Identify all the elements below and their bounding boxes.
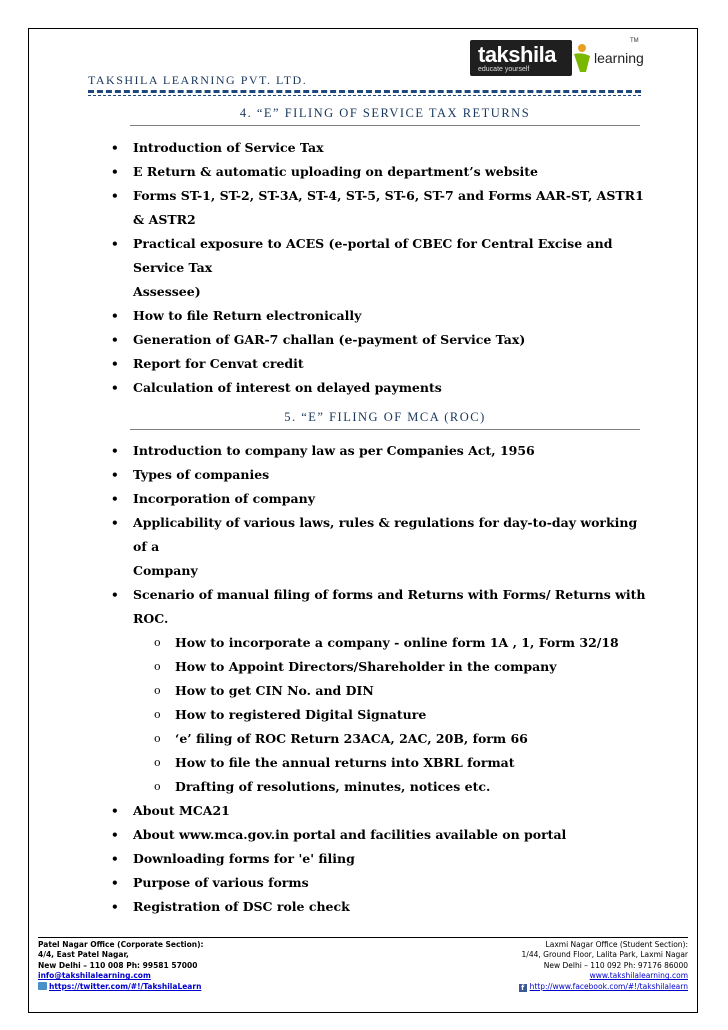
footer-right-line: New Delhi – 110 092 Ph: 97176 86000: [543, 960, 688, 970]
twitter-link[interactable]: https://twitter.com/#!/TakshilaLearn: [49, 981, 202, 991]
logo-figure-icon: [570, 42, 594, 76]
sub-list-item: o ‘e’ filing of ROC Return 23ACA, 2AC, 20B, form 66: [133, 727, 649, 751]
list-item: • Forms ST-1, ST-2, ST-3A, ST-4, ST-5, ST-6, ST-7 and Forms AAR-ST, ASTR1 & ASTR2: [109, 184, 649, 232]
bullet-icon: •: [111, 804, 119, 818]
sub-list-item: o Drafting of resolutions, minutes, notices etc.: [133, 775, 649, 799]
bullet-icon: •: [111, 165, 119, 179]
website-link[interactable]: www.takshilalearning.com: [589, 971, 688, 981]
list-item: • Types of companies: [109, 463, 649, 487]
facebook-icon: f: [519, 984, 527, 992]
list-item: • Applicability of various laws, rules & regulations for day-to-day working of a: [109, 511, 649, 559]
footer-corporate-office: [38, 940, 204, 992]
bullet-icon: •: [111, 189, 119, 203]
logo-tm: TM: [630, 38, 639, 44]
section-title-mca: 5. “E” FILING OF MCA (ROC): [284, 410, 486, 424]
circle-bullet-icon: o: [154, 636, 161, 649]
section-title-service-tax: 4. “E” FILING OF SERVICE TAX RETURNS: [239, 106, 531, 120]
sub-list-item: o How to Appoint Directors/Shareholder in the company: [133, 655, 649, 679]
list-item: • Generation of GAR-7 challan (e-payment of Service Tax): [109, 328, 649, 352]
bullet-icon: •: [111, 357, 119, 371]
list-item: • How to file Return electronically: [109, 304, 649, 328]
footer-right-line: 1/44, Ground Floor, Lalita Park, Laxmi Nagar: [521, 950, 688, 960]
list-item-continuation: Company: [133, 563, 198, 578]
mca-list: [109, 439, 649, 919]
company-name: TAKSHILA LEARNING PVT. LTD.: [88, 73, 308, 87]
bullet-icon: •: [111, 381, 119, 395]
list-item-continuation: Assessee): [133, 284, 201, 299]
bullet-icon: •: [111, 237, 119, 251]
logo-learning: learning: [594, 50, 644, 66]
bullet-icon: •: [111, 141, 119, 155]
list-item: • About www.mca.gov.in portal and facilities available on portal: [109, 823, 649, 847]
footer: [38, 940, 688, 1010]
list-item: • Scenario of manual filing of forms and Returns with Forms/ Returns with ROC. o How to incorporate a company - online form 1A , 1, Form 32/18 o How to Appoint Directors/Shareholder in the company o How to get CIN No. and DIN o How to registered Digital Signature o ‘e’ filing of ROC Return 23ACA, 2AC, 20B, form 66 o How to file the annual returns into XBRL format o Drafting of resolutions, minutes, notices etc.: [109, 583, 649, 799]
list-item: • Purpose of various forms: [109, 871, 649, 895]
footer-rule: [38, 937, 688, 938]
bullet-icon: •: [111, 468, 119, 482]
footer-left-line: New Delhi – 110 008 Ph: 99581 57000: [38, 960, 198, 970]
bullet-icon: •: [111, 876, 119, 890]
logo-word: takshila: [478, 42, 556, 67]
list-item: • Registration of DSC role check: [109, 895, 649, 919]
sub-list-item: o How to registered Digital Signature: [133, 703, 649, 727]
bullet-icon: •: [111, 852, 119, 866]
sub-list-item: o How to incorporate a company - online form 1A , 1, Form 32/18: [133, 631, 649, 655]
list-item: • Introduction of Service Tax: [109, 136, 649, 160]
list-item: • Report for Cenvat credit: [109, 352, 649, 376]
bullet-icon: •: [111, 900, 119, 914]
circle-bullet-icon: o: [154, 708, 161, 721]
bullet-icon: •: [111, 516, 119, 530]
circle-bullet-icon: o: [154, 780, 161, 793]
service-tax-list: [109, 136, 649, 400]
takshila-logo: [470, 40, 645, 80]
bullet-icon: •: [111, 588, 119, 602]
facebook-link[interactable]: http://www.facebook.com/#!/takshilalearn: [529, 981, 688, 991]
footer-student-office: [519, 940, 688, 992]
list-item: • Downloading forms for 'e' filing: [109, 847, 649, 871]
list-item: • E Return & automatic uploading on department’s website: [109, 160, 649, 184]
footer-left-line: 4/4, East Patel Nagar,: [38, 950, 129, 960]
header-rule-thin: [88, 95, 641, 96]
circle-bullet-icon: o: [154, 732, 161, 745]
list-item: • Calculation of interest on delayed payments: [109, 376, 649, 400]
logo-tagline: educate yourself: [478, 66, 530, 73]
sub-list: [133, 631, 649, 799]
twitter-icon: [38, 982, 47, 990]
section-rule: [130, 429, 640, 430]
bullet-icon: •: [111, 492, 119, 506]
logo-box: [470, 40, 572, 76]
sub-list-item: o How to get CIN No. and DIN: [133, 679, 649, 703]
bullet-icon: •: [111, 333, 119, 347]
list-item: • Introduction to company law as per Companies Act, 1956: [109, 439, 649, 463]
footer-left-line: Patel Nagar Office (Corporate Section):: [38, 940, 204, 949]
circle-bullet-icon: o: [154, 660, 161, 673]
list-item: • Incorporation of company: [109, 487, 649, 511]
list-item: • About MCA21: [109, 799, 649, 823]
circle-bullet-icon: o: [154, 684, 161, 697]
circle-bullet-icon: o: [154, 756, 161, 769]
bullet-icon: •: [111, 309, 119, 323]
bullet-icon: •: [111, 444, 119, 458]
list-item: • Practical exposure to ACES (e-portal of CBEC for Central Excise and Service Tax: [109, 232, 649, 280]
section-rule: [130, 125, 640, 126]
footer-right-line: Laxmi Nagar Office (Student Section):: [545, 940, 688, 949]
header-rule: [88, 90, 641, 93]
sub-list-item: o How to file the annual returns into XBRL format: [133, 751, 649, 775]
email-link[interactable]: info@takshilalearning.com: [38, 971, 151, 981]
bullet-icon: •: [111, 828, 119, 842]
